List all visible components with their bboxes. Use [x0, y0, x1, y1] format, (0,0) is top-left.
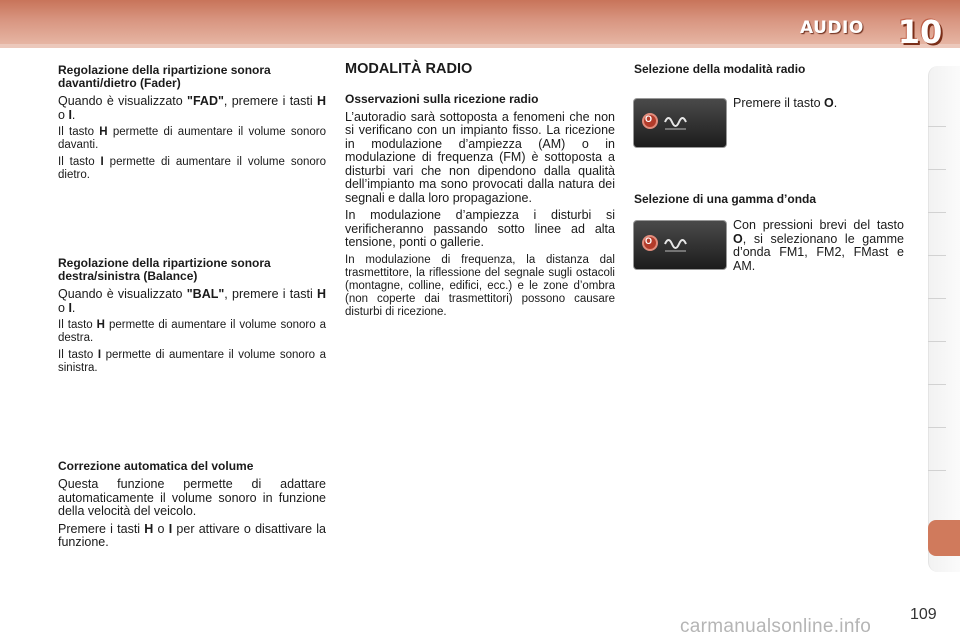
middle-column — [345, 63, 615, 323]
sidebar-tick — [928, 427, 946, 428]
o-button-label: O — [645, 114, 653, 124]
balance-paragraph-1: Quando è visualizzato "BAL", premere i tasti H o I. — [58, 287, 326, 315]
page-number: 109 — [910, 606, 937, 623]
sidebar-tick — [928, 255, 946, 256]
radio-mode-title: MODALITÀ RADIO — [345, 61, 473, 77]
fader-paragraph-1: Quando è visualizzato "FAD", premere i tasti H o I. — [58, 94, 326, 122]
o-button-label: O — [645, 236, 653, 246]
band-instruction-text: Con pressioni brevi del tasto O, si selezionano le gamme d’onda FM1, FM2, FMast e AM. — [733, 218, 904, 273]
reception-paragraph-1: L’autoradio sarà sottoposta a fenomeni che non si verificano con un impianto fisso. La ricezione in modulazione d’ampiezza (AM) o in modulazione di frequenza (FM) è sottoposta a disturbi vari che non dipendono dalla qualità dell’impianto ma sono provocati dalla natura dei segnali e dalla loro propagazione. — [345, 109, 615, 205]
radio-panel-image — [633, 98, 727, 148]
auto-volume-paragraph-1: Questa funzione permette di adattare automaticamente il volume sonoro in funzione della velocità del veicolo. — [58, 477, 326, 518]
balance-paragraph-2: Il tasto H permette di aumentare il volume sonoro a destra. — [58, 319, 326, 344]
fader-paragraph-2: Il tasto H permette di aumentare il volume sonoro davanti. — [58, 126, 327, 151]
band-instruction — [733, 219, 904, 277]
sidebar-tick — [928, 384, 946, 385]
reception-paragraph-3: In modulazione di frequenza, la distanza dal trasmettitore, la riflessione del segnale sugli ostacoli (montagne, colline, edifici, ecc.) e le zone d’ombra (non coperte dai trasmettitori) possono causare disturbi di ricezione. — [345, 253, 615, 318]
auto-volume-heading: Correzione automatica del volume — [58, 459, 254, 473]
radio-panel-image-2 — [633, 220, 727, 270]
reception-heading: Osservazioni sulla ricezione radio — [345, 91, 539, 106]
chapter-sidebar — [928, 66, 960, 572]
sidebar-tick — [928, 470, 946, 471]
fader-heading: Regolazione della ripartizione sonora davanti/dietro (Fader) — [58, 63, 271, 90]
wave-icon — [662, 107, 688, 137]
balance-paragraph-3: Il tasto I permette di aumentare il volume sonoro a sinistra. — [58, 349, 326, 374]
mode-instruction — [733, 97, 913, 115]
fader-paragraph-3: Il tasto I permette di aumentare il volume sonoro dietro. — [58, 156, 326, 181]
chapter-badge — [896, 10, 944, 54]
wave-icon — [662, 229, 688, 259]
radio-mode-section — [634, 63, 914, 81]
band-section — [634, 193, 914, 211]
balance-section — [58, 257, 326, 379]
sidebar-tick — [928, 169, 946, 170]
section-title: AUDIO — [800, 18, 864, 38]
watermark: carmanualsonline.info — [680, 616, 872, 637]
sidebar-tick — [928, 341, 946, 342]
auto-volume-paragraph-2: Premere i tasti H o I per attivare o disattivare la funzione. — [58, 521, 326, 549]
mode-instruction-text: Premere il tasto O. — [733, 96, 838, 110]
sidebar-tick — [928, 126, 946, 127]
balance-heading: Regolazione della ripartizione sonora destra/sinistra (Balance) — [58, 256, 271, 283]
radio-mode-heading: Selezione della modalità radio — [634, 62, 806, 76]
header-shade — [0, 44, 960, 48]
sidebar-tick — [928, 212, 946, 213]
sidebar-active-tab — [928, 520, 960, 556]
band-heading: Selezione di una gamma d’onda — [634, 192, 817, 206]
reception-paragraph-2: In modulazione d’ampiezza i disturbi si verificheranno passando sotto linee ad alta tensione, ponti o gallerie. — [345, 208, 615, 249]
sidebar-tick — [928, 298, 946, 299]
chapter-number: 10 — [897, 13, 943, 51]
left-column — [58, 64, 326, 186]
auto-volume-section — [58, 460, 326, 554]
